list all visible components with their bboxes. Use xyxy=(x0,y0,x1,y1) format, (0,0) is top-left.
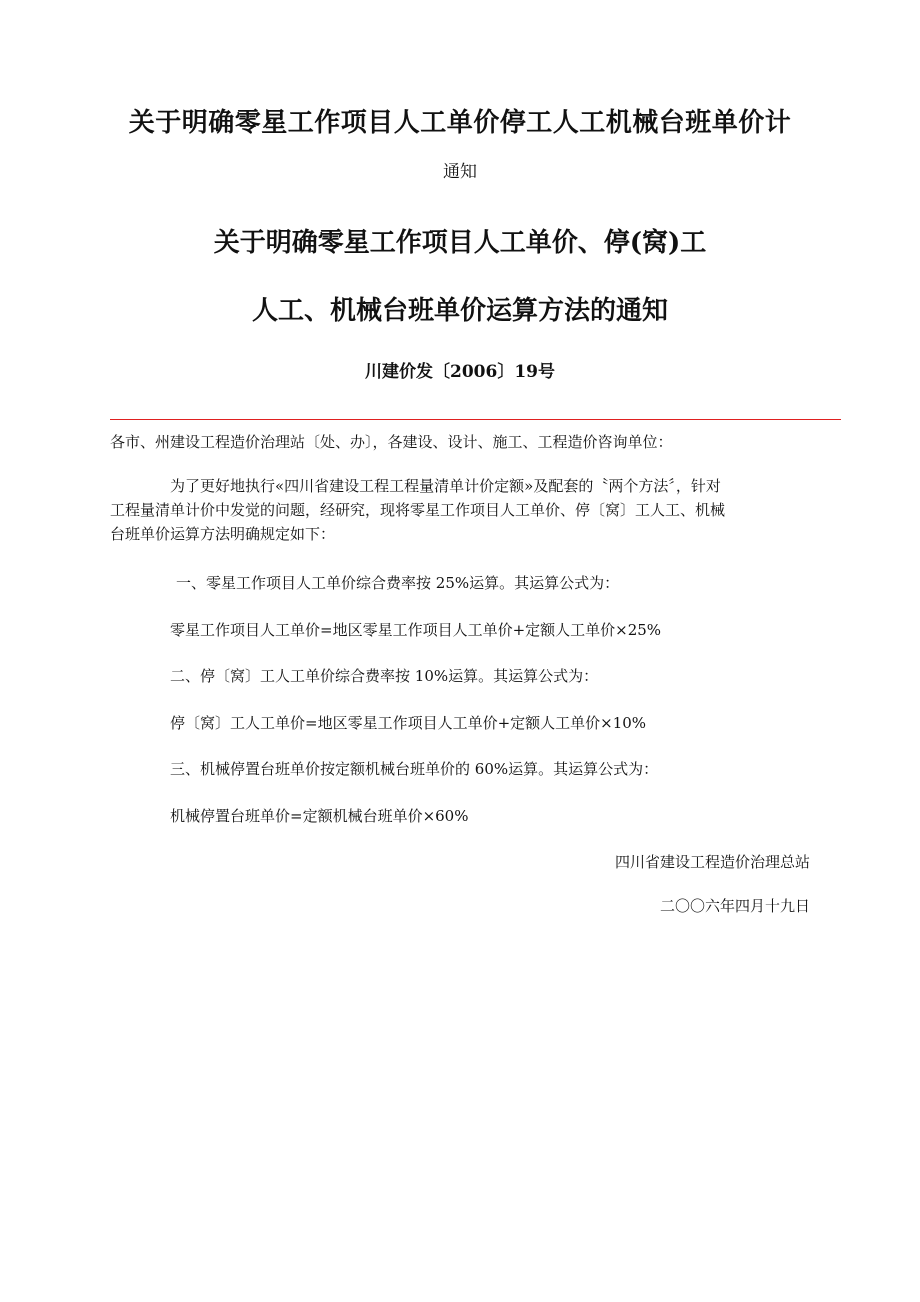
intro-line: 台班单价运算方法明确规定如下： xyxy=(110,525,336,543)
intro-paragraph xyxy=(110,474,810,546)
document-number: 川建价发〔2006〕19号 xyxy=(365,362,555,382)
rule-3-formula: 机械停置台班单价=定额机械台班单价×60% xyxy=(170,807,469,825)
intro-line: 工程量清单计价中发觉的问题，经研究，现将零星工作项目人工单价、停〔窝〕工人工、机械 xyxy=(110,501,726,519)
rule-3-text: 三、机械停置台班单价按定额机械台班单价的 60%运算。其运算公式为： xyxy=(170,760,659,778)
addressee: 各市、州建设工程造价治理站〔处、办〕，各建设、设计、施工、工程造价咨询单位： xyxy=(110,433,673,451)
rule-2-text: 二、停〔窝〕工人工单价综合费率按 10%运算。其运算公式为： xyxy=(170,667,599,685)
issue-date: 二〇〇六年四月十九日 xyxy=(659,897,810,915)
issuing-authority: 四川省建设工程造价治理总站 xyxy=(614,853,810,871)
document-title: 关于明确零星工作项目人工单价停工人工机械台班单价计 xyxy=(128,108,792,138)
notice-heading-line-1: 关于明确零星工作项目人工单价、停(窝)工 xyxy=(213,228,707,258)
notice-heading-line-2: 人工、机械台班单价运算方法的通知 xyxy=(251,296,668,326)
document-subtitle: 通知 xyxy=(443,162,477,182)
rule-2-formula: 停〔窝〕工人工单价=地区零星工作项目人工单价+定额人工单价×10% xyxy=(170,714,647,732)
rule-1-text: 一、零星工作项目人工单价综合费率按 25%运算。其运算公式为： xyxy=(176,574,620,592)
red-divider-line xyxy=(110,419,841,420)
intro-line: 为了更好地执行«四川省建设工程工程量清单计价定额»及配套的〝两个方法〞，针对 xyxy=(170,477,721,495)
rule-1-formula: 零星工作项目人工单价=地区零星工作项目人工单价+定额人工单价×25% xyxy=(170,621,662,639)
